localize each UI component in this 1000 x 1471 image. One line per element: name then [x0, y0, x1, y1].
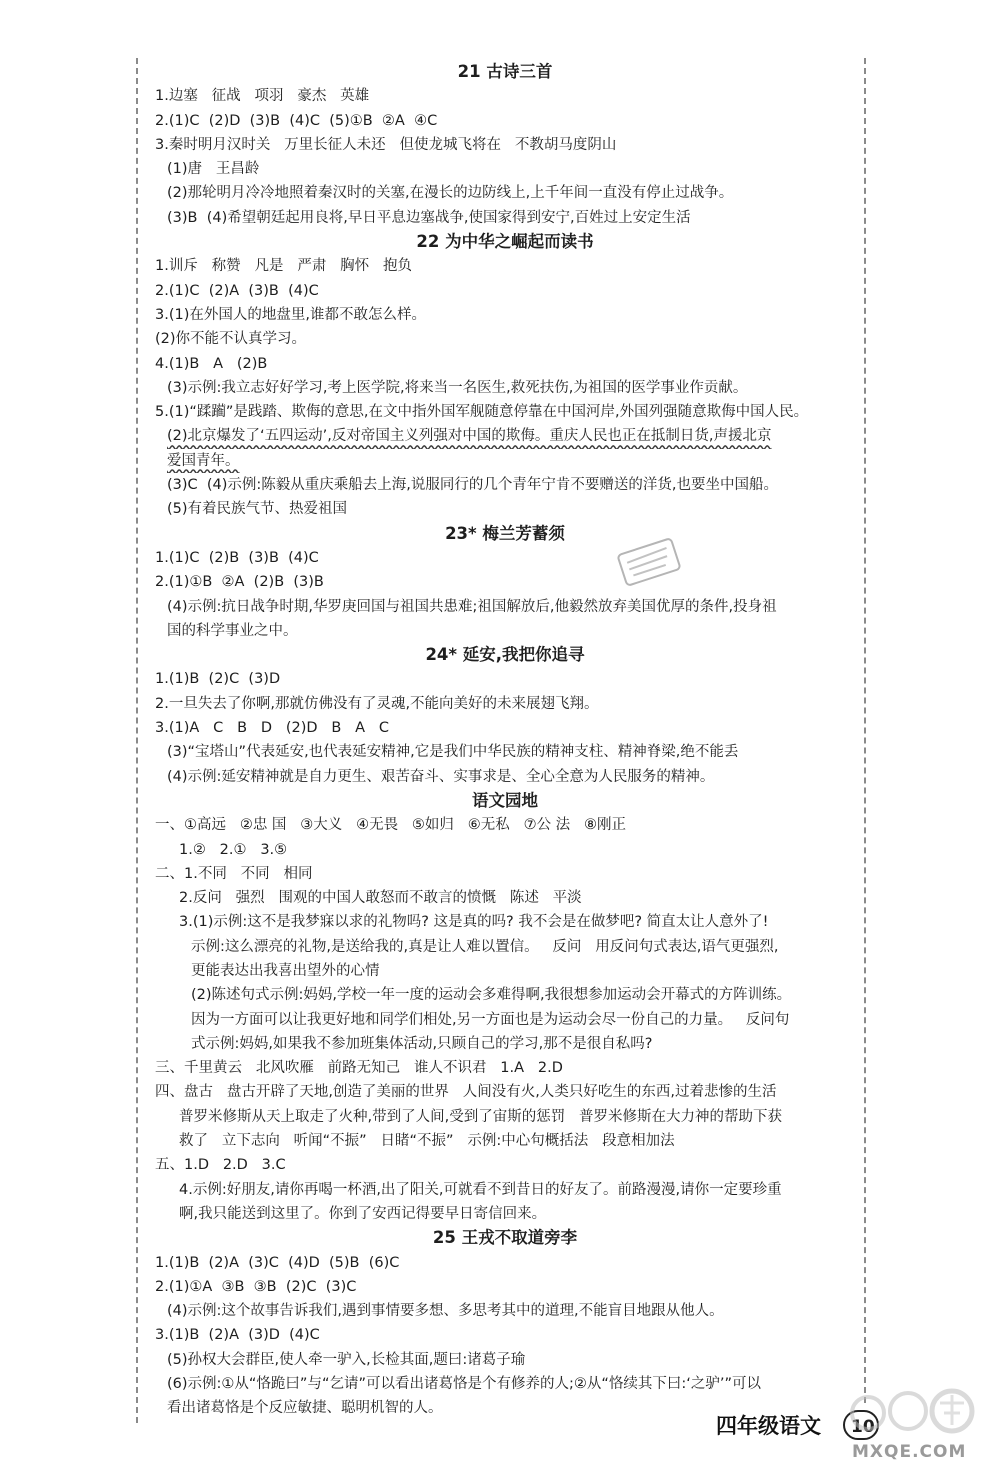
answer-line: (5)孙权大会群臣,使人牵一驴入,长检其面,题曰:诸葛子瑜	[167, 1351, 526, 1368]
answer-line: 1.训斥 称赞 凡是 严肃 胸怀 抱负	[155, 258, 412, 275]
answer-line: 2.(1)C (2)D (3)B (4)C (5)①B ②A ④C	[155, 112, 438, 129]
answer-line: 啊,我只能送到这里了。你到了安西记得要早日寄信回来。	[179, 1205, 547, 1222]
answer-line: 1.(1)B (2)A (3)C (4)D (5)B (6)C	[155, 1254, 400, 1271]
left-margin-line	[136, 58, 138, 1423]
answer-line: (6)示例:①从“恪跪曰”与“乞请”可以看出诸葛恪是个有修养的人;②从“恪续其下曰:‘之驴’”可以	[167, 1376, 761, 1393]
answer-line: 救了 立下志向 听闻“不振” 日睹“不振” 示例:中心句概括法 段意相加法	[179, 1133, 675, 1150]
answer-line: 爱国青年。	[167, 452, 240, 469]
page-number: 10	[843, 1410, 879, 1440]
answer-line: 5.(1)“蹂躏”是践踏、欺侮的意思,在文中指外国军舰随意停靠在中国河岸,外国列强随意欺侮中国人民。	[155, 404, 809, 421]
answer-line: (1)唐 王昌龄	[167, 161, 260, 178]
section-title: 22 为中华之崛起而读书	[416, 232, 594, 252]
answer-line: 式示例:妈妈,如果我不参加班集体活动,只顾自己的学习,那不是很自私吗?	[191, 1035, 653, 1052]
answer-line: 1.(1)C (2)B (3)B (4)C	[155, 549, 319, 566]
answer-line: 1.② 2.① 3.⑤	[179, 841, 288, 858]
answer-line: (2)陈述句式示例:妈妈,学校一年一度的运动会多难得啊,我很想参加运动会开幕式的方阵训练。	[191, 987, 792, 1004]
answer-line: (4)示例:抗日战争时期,华罗庚回国与祖国共患难;祖国解放后,他毅然放弃美国优厚的条件,投身祖	[167, 598, 777, 615]
watermark-text: MXQE.COM	[852, 1442, 967, 1462]
right-margin-line	[864, 58, 866, 1403]
answer-line: (4)示例:这个故事告诉我们,遇到事情要多想、多思考其中的道理,不能盲目地跟从他人。	[167, 1303, 724, 1320]
answer-line: 4.(1)B A (2)B	[155, 355, 268, 372]
answer-line: 普罗米修斯从天上取走了火种,带到了人间,受到了宙斯的惩罚 普罗米修斯在大力神的帮助下获	[179, 1108, 783, 1125]
section-title: 21 古诗三首	[457, 62, 553, 81]
answer-line: 3.(1)B (2)A (3)D (4)C	[155, 1327, 320, 1344]
answer-line: 国的科学事业之中。	[167, 622, 298, 639]
section-title: 语文园地	[472, 790, 538, 810]
answer-line: 三、千里黄云 北风吹雁 前路无知己 谁人不识君 1.A 2.D	[155, 1060, 563, 1077]
answer-line: 2.一旦失去了你啊,那就仿佛没有了灵魂,不能向美好的未来展翅飞翔。	[155, 695, 599, 712]
answer-line: (2)你不能不认真学习。	[155, 331, 307, 348]
answer-line: 3.秦时明月汉时关 万里长征人未还 但使龙城飞将在 不教胡马度阴山	[155, 136, 617, 153]
answer-line: (3)C (4)示例:陈毅从重庆乘船去上海,说服同行的几个青年宁肯不要赠送的洋货,也要坐中国船。	[167, 477, 779, 494]
answer-line: (3)B (4)希望朝廷起用良将,早日平息边塞战争,使国家得到安宁,百姓过上安定生活	[167, 209, 691, 226]
answer-line: 2.反问 强烈 围观的中国人敢怒而不敢言的愤慨 陈述 平淡	[179, 890, 582, 907]
answer-line: (5)有着民族气节、热爱祖国	[167, 501, 348, 518]
section-title: 25 王戎不取道旁李	[432, 1228, 578, 1248]
answer-line: 2.(1)①A ③B ③B (2)C (3)C	[155, 1278, 357, 1295]
answer-line: 更能表达出我喜出望外的心情	[191, 962, 380, 979]
answer-line: 因为一方面可以让我更好地和同学们相处,另一方面也是为运动会尽一份自己的力量。 反问句	[191, 1011, 790, 1028]
grade-subject-label: 四年级语文	[716, 1414, 821, 1438]
answer-line: 1.边塞 征战 项羽 豪杰 英雄	[155, 88, 370, 105]
answer-line: (2)北京爆发了‘五四运动’,反对帝国主义列强对中国的欺侮。重庆人民也正在抵制日货,声援北京	[167, 428, 772, 445]
answer-line: 五、1.D 2.D 3.C	[155, 1157, 286, 1174]
answer-line: 4.示例:好朋友,请你再喝一杯酒,出了阳关,可就看不到昔日的好友了。前路漫漫,请你一定要珍重	[179, 1181, 782, 1198]
answer-line: 一、①高远 ②忠 国 ③大义 ④无畏 ⑤如归 ⑥无私 ⑦公 法 ⑧刚正	[155, 817, 627, 834]
answer-line: 2.(1)C (2)A (3)B (4)C	[155, 282, 319, 299]
answer-line: (4)示例:延安精神就是自力更生、艰苦奋斗、实事求是、全心全意为人民服务的精神。	[167, 768, 715, 785]
answer-line: 二、1.不同 不同 相同	[155, 865, 313, 882]
answer-line: 2.(1)①B ②A (2)B (3)B	[155, 574, 324, 591]
section-title: 24* 延安,我把你追寻	[425, 645, 585, 665]
answer-line: (2)那轮明月冷冷地照着秦汉时的关塞,在漫长的边防线上,上千年间一直没有停止过战争。	[167, 185, 734, 202]
answer-line: 看出诸葛恪是个反应敏捷、聪明机智的人。	[167, 1400, 443, 1417]
answer-line: (3)“宝塔山”代表延安,也代表延安精神,它是我们中华民族的精神支柱、精神脊梁,绝不能丢	[167, 744, 739, 761]
answer-line: 3.(1)示例:这不是我梦寐以求的礼物吗? 这是真的吗? 我不会是在做梦吧? 简直太让人意外了!	[179, 914, 769, 931]
answer-line: 3.(1)在外国人的地盘里,谁都不敢怎么样。	[155, 306, 426, 323]
answer-line: 四、盘古 盘古开辟了天地,创造了美丽的世界 人间没有火,人类只好吃生的东西,过着悲惨的生活	[155, 1084, 777, 1101]
answer-line: 3.(1)A C B D (2)D B A C	[155, 720, 390, 737]
answer-line: 1.(1)B (2)C (3)D	[155, 671, 281, 688]
section-title: 23* 梅兰芳蓄须	[445, 523, 565, 543]
answer-line: (3)示例:我立志好好学习,考上医学院,将来当一名医生,救死扶伤,为祖国的医学事业作贡献。	[167, 379, 748, 396]
answer-content	[155, 60, 855, 1421]
answer-line: 示例:这么漂亮的礼物,是送给我的,真是让人难以置信。 反问 用反问句式表达,语气更强烈,	[191, 938, 779, 955]
